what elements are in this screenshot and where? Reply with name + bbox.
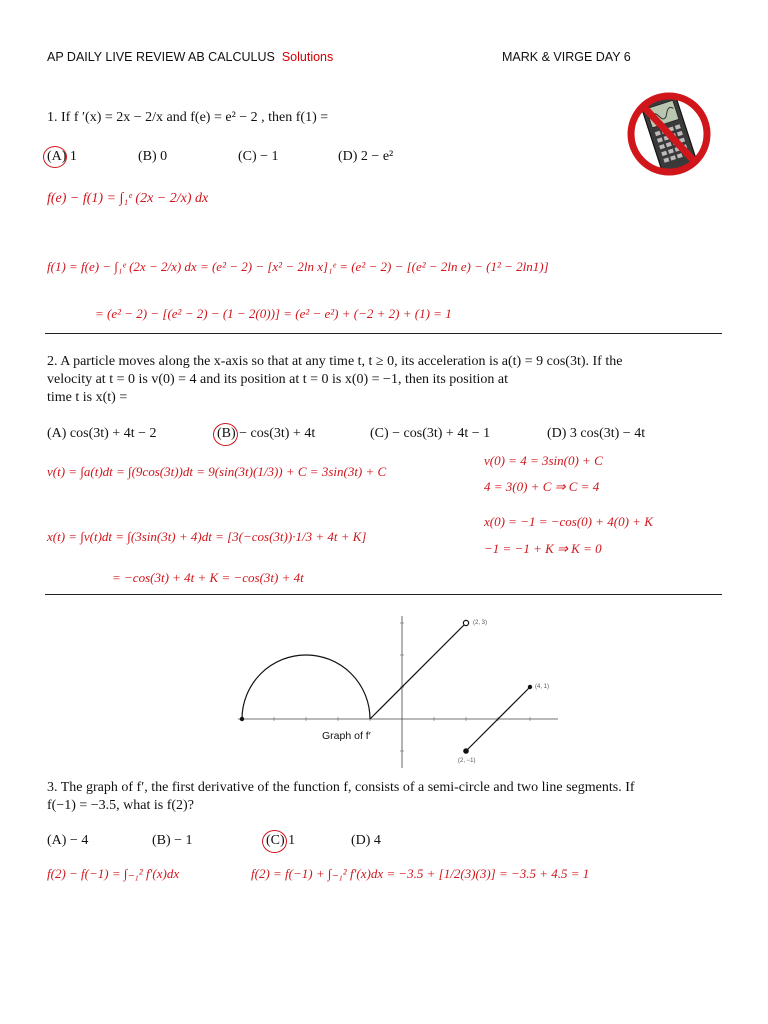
q1-choice-d: (D) 2 − e² (338, 149, 394, 164)
graph-point-top: (2, 3) (473, 620, 488, 626)
q1-work-line1: f(e) − f(1) = ∫₁ᵉ (2x − 2/x) dx (47, 191, 209, 206)
q2-work-v: v(t) = ∫a(t)dt = ∫(9cos(3t))dt = 9(sin(3t)(1/3)) + C = 3sin(3t) + C (47, 464, 387, 479)
q3-choice-b: (B) − 1 (152, 833, 193, 848)
graph-point-bottom: (2, −1) (458, 758, 476, 764)
q1-choice-a: (A) 1 (47, 149, 77, 164)
q1-work-line2: f(1) = f(e) − ∫₁ᵉ (2x − 2/x) dx = (e² − 2) − [x² − 2ln x]₁ᵉ = (e² − 2) − [(e² − 2ln e) − (1² − 2ln1)] (47, 259, 549, 274)
q2-work-final: = −cos(3t) + 4t + K = −cos(3t) + 4t (112, 570, 304, 585)
q3-work-left: f(2) − f(−1) = ∫₋₁² f′(x)dx (47, 866, 180, 881)
q3-stem-line1: 3. The graph of f′, the first derivative of the function f, consists of a semi-circle and two line segments. If (47, 780, 635, 795)
q2-choice-a: (A) cos(3t) + 4t − 2 (47, 426, 157, 441)
q3-choice-c: (C) 1 (266, 833, 296, 848)
q3-work-right: f(2) = f(−1) + ∫₋₁² f′(x)dx = −3.5 + [1/2(3)(3)] = −3.5 + 4.5 = 1 (251, 866, 590, 881)
q2-stem-line1: 2. A particle moves along the x-axis so that at any time t, t ≥ 0, its acceleration is a(t) = 9 cos(3t). If the (47, 354, 623, 369)
q3-choice-a: (A) − 4 (47, 833, 89, 848)
no-calculator-icon (623, 84, 715, 184)
divider-2 (45, 594, 722, 595)
q2-work-k: −1 = −1 + K ⇒ K = 0 (484, 541, 602, 556)
q2-work-v0: v(0) = 4 = 3sin(0) + C (484, 453, 603, 468)
q2-stem-line2: velocity at t = 0 is v(0) = 4 and its position at t = 0 is x(0) = −1, then its position at (47, 372, 508, 387)
divider-1 (45, 333, 722, 334)
graph-f-prime (236, 612, 560, 772)
header-title (47, 50, 333, 64)
header-course: AP DAILY LIVE REVIEW AB CALCULUS (47, 50, 275, 64)
q2-work-x0: x(0) = −1 = −cos(0) + 4(0) + K (484, 514, 653, 529)
q1-choice-c: (C) − 1 (238, 149, 279, 164)
q2-choice-d: (D) 3 cos(3t) − 4t (547, 426, 646, 441)
q2-choice-c: (C) − cos(3t) + 4t − 1 (370, 426, 491, 441)
header-solutions: Solutions (281, 50, 334, 64)
q2-stem-line3: time t is x(t) = (47, 390, 128, 405)
q3-stem-line2: f(−1) = −3.5, what is f(2)? (47, 798, 194, 813)
graph-point-right: (4, 1) (535, 684, 550, 690)
q1-work-line3: = (e² − 2) − [(e² − 2) − (1 − 2(0))] = (e² − e²) + (−2 + 2) + (1) = 1 (95, 306, 452, 321)
q1-choice-b: (B) 0 (138, 149, 168, 164)
q2-work-c: 4 = 3(0) + C ⇒ C = 4 (484, 479, 600, 494)
graph-caption: Graph of f′ (322, 730, 371, 742)
q3-choice-d: (D) 4 (351, 833, 381, 848)
q2-work-x: x(t) = ∫v(t)dt = ∫(3sin(3t) + 4)dt = [3(−cos(3t))·1/3 + 4t + K] (47, 529, 367, 544)
q1-stem: 1. If f ′(x) = 2x − 2/x and f(e) = e² − 2 , then f(1) = (47, 110, 329, 125)
q2-choice-b: (B) − cos(3t) + 4t (217, 426, 316, 441)
header-day: MARK & VIRGE DAY 6 (502, 50, 631, 64)
